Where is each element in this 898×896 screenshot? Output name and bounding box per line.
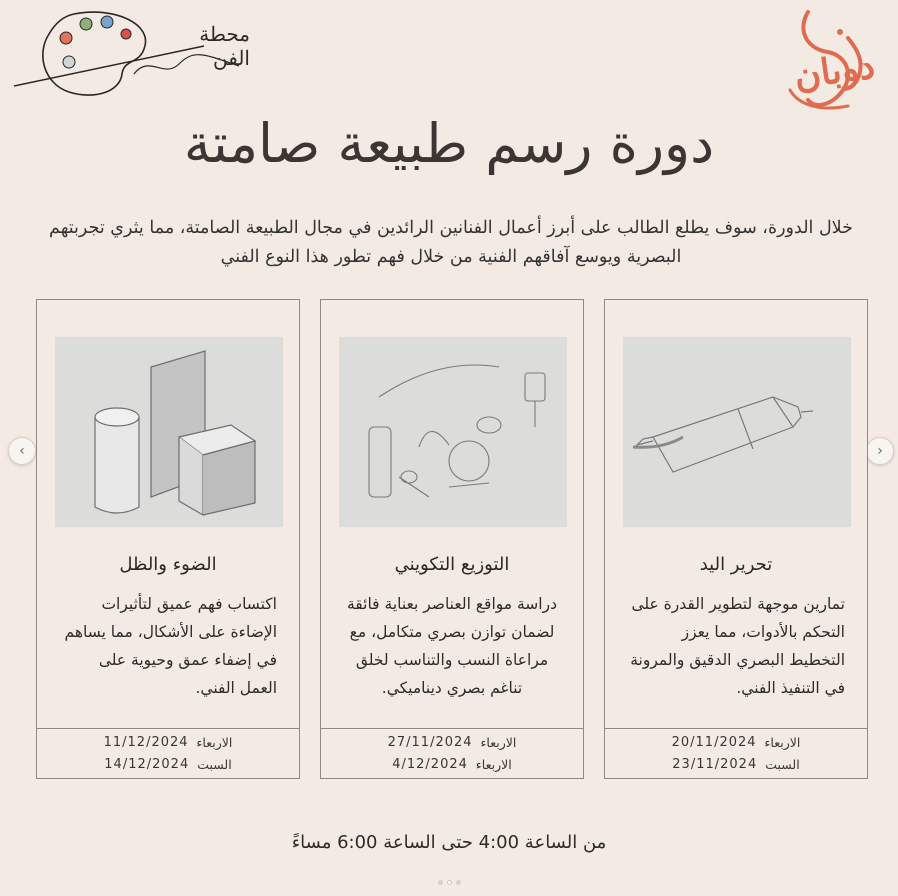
course-cards [36, 299, 868, 781]
date-value: 4/12/2024 [392, 757, 468, 772]
date-value: 27/11/2024 [387, 735, 473, 750]
date-line [605, 732, 867, 754]
art-station-logo [14, 4, 250, 108]
intro-text: خلال الدورة، سوف يطلع الطالب على أبرز أعمال الفنانين الرائدين في مجال الطبيعة الصامتة، مما يثري تجربتهم البصرية ويوسع آفاقهم الفنية من خلال فهم تطور هذا النوع الفني [49, 218, 853, 267]
carousel-dot-active[interactable] [447, 880, 452, 885]
card-description: تمارين موجهة لتطوير القدرة على التحكم بالأدوات، مما يعزز التخطيط البصري الدقيق والمرونة في التنفيذ الفني. [630, 595, 845, 697]
card-description: اكتساب فهم عميق لتأثيرات الإضاءة على الأشكال، مما يساهم في إضفاء عمق وحيوية على العمل الفني. [64, 595, 277, 697]
date-line [37, 754, 299, 776]
date-value: 14/12/2024 [104, 757, 190, 772]
card-dates [37, 728, 299, 779]
carousel-prev-button[interactable] [8, 437, 36, 465]
card-dates [321, 728, 583, 779]
carousel-dot[interactable] [438, 880, 443, 885]
page-title: دورة رسم طبيعة صامتة [183, 112, 715, 175]
date-value: 11/12/2024 [103, 735, 189, 750]
date-value: 23/11/2024 [672, 757, 758, 772]
date-line [605, 754, 867, 776]
date-line [321, 754, 583, 776]
chevron-right-icon: › [877, 443, 883, 459]
date-day: الاربعاء [475, 757, 512, 772]
course-card [604, 299, 868, 779]
card-image [55, 337, 283, 527]
carousel-dots [0, 880, 898, 885]
card-image [623, 337, 851, 527]
doban-name: دوبان [791, 44, 878, 98]
card-dates [605, 728, 867, 779]
course-card [320, 299, 584, 779]
card-title: التوزيع التكويني [394, 554, 510, 575]
chevron-left-icon: ‹ [19, 443, 25, 459]
session-time: من الساعة 4:00 حتى الساعة 6:00 مساءً [291, 832, 607, 853]
date-day: الاربعاء [480, 735, 517, 750]
date-line [37, 732, 299, 754]
date-day: السبت [765, 757, 800, 772]
date-line [321, 732, 583, 754]
card-image [339, 337, 567, 527]
course-card [36, 299, 300, 779]
art-station-name: محطة الفن [199, 22, 250, 70]
card-title: تحرير اليد [699, 554, 773, 575]
date-day: الاربعاء [196, 735, 233, 750]
card-title: الضوء والظل [119, 554, 217, 575]
card-description: دراسة مواقع العناصر بعناية فائقة لضمان توازن بصري متكامل، مع مراعاة النسب والتناسب لخلق تناغم بصري ديناميكي. [346, 595, 557, 697]
date-day: الاربعاء [764, 735, 801, 750]
carousel-next-button[interactable] [866, 437, 894, 465]
carousel-dot[interactable] [456, 880, 461, 885]
date-day: السبت [197, 757, 232, 772]
date-value: 20/11/2024 [671, 735, 757, 750]
doban-logo [778, 8, 878, 118]
